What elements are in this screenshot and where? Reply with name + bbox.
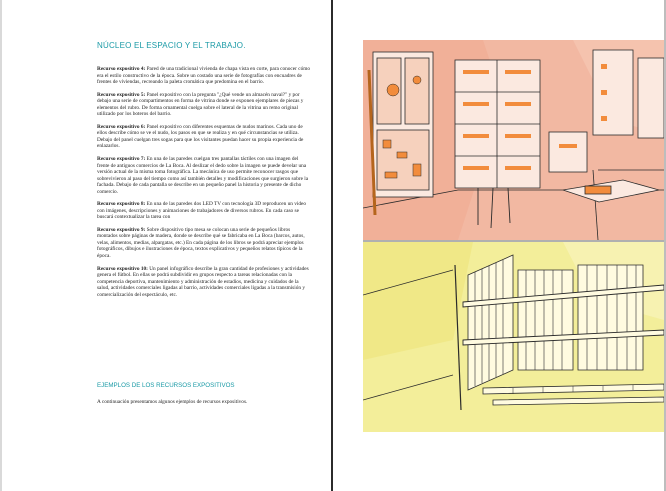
sketch-naval-store xyxy=(363,40,664,240)
paragraph-label: Recurso expositivo 7: xyxy=(97,156,146,163)
examples-title: EJEMPLOS DE LOS RECURSOS EXPOSITIVOS xyxy=(97,382,235,389)
sketch-wall-section xyxy=(363,242,664,432)
paragraph-text: En una de las paredes dos LED TV con tecnología 3D reproducen un video con imágenes, descripciones y animaciones de trabajadores de diversos rubros. En cada caso se buscará contextualizar la tarea con xyxy=(97,201,306,221)
paragraph-text: Pared de una tradicional vivienda de chapa vista en corte, para conocer cómo era el estilo constructivo de la época. Sobre un costado una serie de fotografías con encuadres de frentes de viviendas, recreando la paleta cromática que predomina en el barrio. xyxy=(97,66,310,85)
paragraph-recurso-5 xyxy=(97,92,311,118)
paragraph-label: Recurso expositivo 5: xyxy=(97,91,146,98)
body-text xyxy=(97,66,311,304)
paragraph-recurso-8 xyxy=(97,201,311,221)
paragraph-recurso-7 xyxy=(97,156,311,195)
paragraph-text: En una de las paredes cuelgan tres pantallas táctiles con una imagen del frente de antiguos comercios de La Boca. Al deslizar el dedo sobre la imagen se puede develar una versión actual de la misma toma fotográfica. La mecánica de uso permite reconocer rasgos que sobrevivieron al paso del tiempo como así también detalles y modificaciones que surgieron sobre la fachada. Debajo de cada pantalla se describe en un pequeño panel la historia y presente de dicho comercio. xyxy=(97,156,309,195)
right-page xyxy=(333,0,664,491)
paragraph-recurso-6 xyxy=(97,124,311,150)
paragraph-text: Panel expositivo con la pregunta "¿Qué vende un almacén naval?" y por debajo una serie de compartimentos en forma de vitrina donde se exponen ejemplares de piezas y elementos del rubro. De forma ornamental cuelga sobre el lateral de la vitrina un remo original utilizado por los boteros del barrio. xyxy=(97,91,304,118)
left-page xyxy=(0,0,331,491)
paragraph-label: Recurso expositivo 8: xyxy=(97,201,146,208)
paragraph-label: Recurso expositivo 4: xyxy=(97,66,146,72)
paragraph-text: Un panel infográfico describe la gran cantidad de profesiones y actividades genera el fútbol. En ellas se podrá subdividir en grupos respecto a tareas relacionadas con la competencia deportiva, mantenimiento y administración de estadios, medicina y cuidados de la salud, actividades comerciales ligadas al barrio, actividades comerciales ligadas a la transmisión y comercialización del espectáculo, etc. xyxy=(97,265,309,298)
paragraph-text: Sobre dispositivo tipo mesa se colocan una serie de pequeños libros montados sobre páginas de madera, donde se describe qué se fabricaba en La Boca (barcos, autos, velas, alimentos, medias, alpargatas, etc.) En cada página de los libros se podrá apreciar ejemplos fotográficos, dibujos e ilustraciones de época, textos explicativos y pequeños relatos típicos de la época. xyxy=(97,226,305,259)
paragraph-recurso-9 xyxy=(97,227,311,260)
illustration-sketches xyxy=(363,40,664,432)
paragraph-label: Recurso expositivo 9: xyxy=(97,226,146,233)
paragraph-label: Recurso expositivo 6: xyxy=(97,123,146,130)
examples-intro: A continuación presentamos algunos ejemplos de recursos expositivos. xyxy=(97,399,248,405)
paragraph-recurso-4 xyxy=(97,66,311,86)
paragraph-label: Recurso expositivo 10: xyxy=(97,265,148,272)
paragraph-text: Panel expositivo con diferentes esquemas de nudos marinos. Cada uno de ellos describe cómo se ve el nudo, los pasos en que se realiza y en qué circunstancias se utiliza. Debajo del panel cuelgan tres sogas para que los visitantes puedan hacer su propia experiencia de enlazarlos. xyxy=(97,123,304,150)
paragraph-recurso-10 xyxy=(97,266,311,299)
section-title: NÚCLEO EL ESPACIO Y EL TRABAJO. xyxy=(97,41,246,50)
